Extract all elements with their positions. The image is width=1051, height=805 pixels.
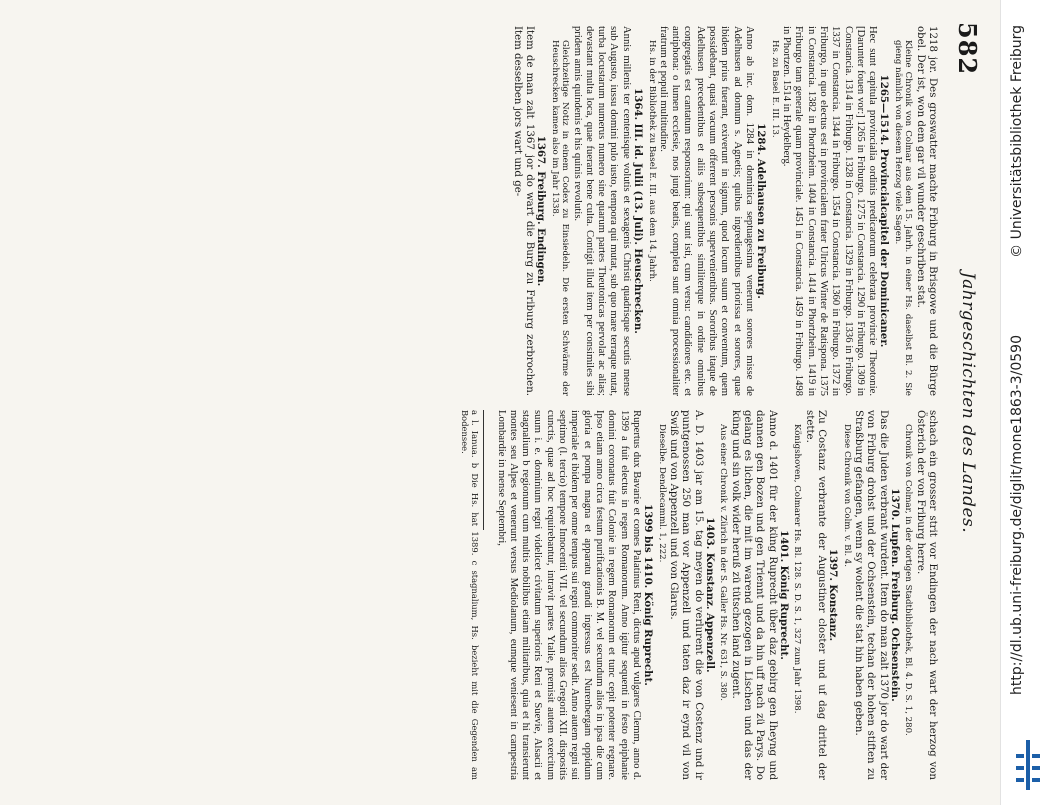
body-text: Das die Juden verbrant wurdent. Item do man zalt 1370 jor do wart der von Friburg drohst und der Ochsenstein, techan der hohen stiften zu Straßburg gefangen, wenn sy wolent die stat hin haben geben. xyxy=(853,410,889,780)
source-note: Gleichzeitige Notiz in einem Codex zu Einsiedeln. Die ersten Schwärme der Heuschrecken kamen also im Jahr 1338. xyxy=(549,40,571,396)
source-note: Kleine Chronik von Colmar aus dem 15. Jahrh. in einer Hs. daselbst Bl. 2. Sie gieng nämlich von diesem Herzog viele Sagen. xyxy=(892,40,914,396)
latin-text: Hec sunt capitula provincialia ordinis predicatorum celebrata provincie Theotonie. [Darunter fouen vor:] 1265 in Friburgo. 1275 in Constancia. 1290 in Friburgo. 1309 in Constancia. 1314 in Friburgo. 1328 in Constancia. 1329 in Friburgo. 1336 in Friburgo. 1337 in Constancia. 1344 in Friburgo. 1354 in Constancia. 1360 in Friburgo. 1372 in Friburgo, in quo electus est in provincialem frater Ulricus Winter de Ratispona. 1375 in Constancia. 1382 in Phortzheim. 1404 in Constancia. 1414 in Phortzheim. 1419 in Friburgo tam generale quam provinciale. 1451 in Constancia. 1459 in Friburgo. 1498 in Phortzen. 1514 in Heydelberg. xyxy=(781,26,879,396)
left-column xyxy=(510,26,938,396)
latin-text: Annis millenis ter centenisque volutis et sexagenis Christi quadrisque secutis mense sub Augusto, iussu domini pulo iusto, tempora qui mutat, sub quo mare terraque nutat, turba locustarum numerus numero sine quarum partes Theutonicas pervolat ac alias; devastant multa loca, quae fuerant bene culta. Contigit illud item per consimiles sibi pridem annis quindenis et his quinis revolutis. xyxy=(571,26,632,396)
ub-freiburg-logo-icon xyxy=(1016,740,1040,790)
source-note: Hs. zu Basel E. III. 13. xyxy=(769,40,780,138)
entry-heading: 1265—1514. Provincialcapitel der Dominicaner. xyxy=(878,74,891,348)
source-note: Königshoven, Colmarer Hs. Bl. 128. S. D. S. 1, 327 zum Jahr 1398. xyxy=(792,424,803,714)
body-text: A. D. 1403 jar am 15. tag meyen do verlurent die von Costenz und ir puntgenossen 250 man vor Appenzell und taten daz ir eynd vil von Swiß und von Appenzell und von Glarus. xyxy=(667,410,704,780)
page-header xyxy=(948,22,982,783)
right-column xyxy=(460,410,938,780)
source-note: Diese Chronik von Colm. v. Bl. 4. xyxy=(841,424,852,567)
entry-heading: 1284. Adelhausen zu Freiburg. xyxy=(755,123,768,299)
entry-heading: 1401. König Ruprecht. xyxy=(777,530,790,660)
entry-heading: 1367. Freiburg. Endingen. xyxy=(535,135,548,287)
body-text: Item de man zalt 1367 jor do wart die Burg zu Friburg zerbrochen. Item desselben jors wart und ge- xyxy=(511,26,535,396)
side-strip xyxy=(1000,0,1051,805)
entry-heading: 1397. Konstanz. xyxy=(827,548,840,642)
body-text: schach ein grosser strit vor Endingen der nach wart der herzog von Österich der von Friburg herre. xyxy=(914,410,938,780)
footnote: a l. Ianua. b Die Hs. hat 1389. c stagnalium, Hs. bezieht mit die Gegenden am Bodensee. xyxy=(460,410,481,780)
source-note: Hs. in der Bibliothek zu Basel E. III. aus dem 14. Jahrh. xyxy=(646,40,657,282)
source-note: Aus einer Chronik v. Zürich in der S. Galler Hs. Nr. 631, S. 380. xyxy=(718,424,729,701)
latin-text: Rupertus dux Bavarie et comes Palatinus Reni, dictus apud vulgares Clemm, anno d. 1399 a fuit electus in regem Romanorum. Anno igitur sequenti in festo epiphanie domini coronatus fuit Colonie in regem Romanorum et tunc cepit potenter regnare. Ipso etiam anno circa festum purificationis B. M. vel secundum alios in ipsa die cum gloria et pompa magna et apparatu grandi ingressus est Nurenbergam oppidum imperiale et ibidem per omne tempus sui regni commoriter sedit. Anno autem regni sui septimo (l. tercio) tempore Innocentii VII. vel secundum alios Gregorii XII. dispositis cunctis, quae ad hoc requirebantur, intravit partes Ytalie, premisit autem exercitum suum i. e. dominium regni videlicet civitatum superioris Reni et Suevie, Alsacii et stagnalium b regionum cum multis nobilibus etiam militaribus, quia et hi transierunt montes seu Alpes et venerunt versus Mediolanum, eumque veniesent in campestria Lombardie in mense Septembri, xyxy=(495,410,642,780)
footnote-rule xyxy=(483,410,484,530)
body-text: Anno d. 1401 für der küng Ruprecht über daz gebirg gen Iheyng und dannen gen Bozen und gen Triennt und da hin uff nach zü Parys. Do gelang es lichen, die mit im warend gezogen in Lischen und das der küng und sin volk wider heruß zü tütschen land zugent. xyxy=(729,410,778,780)
latin-text: Anno ab inc. dom. 1284 in dominica septuagesima venerunt sorores misse de Adelhusen ad domum s. Agnetis; quibus ingredientibus priorissa et sorores, quae ibidem prius fuerant, exiverunt in signum, quod locum suum et conventum, quem possidebant, quasi vacuum offerrent personis supervenientibus. Sororibus itaque de Adelhusen precedentibus et aliis subsequentibus similiterque in ordine omnibus congregatis est cantatum responsorium: qui sunt isti, cum versu: candidiores etc. et antiphona: o lumen ecclesie, nos jungi beatis, completa sunt omnia processionaliter fratrum et populi multitudine. xyxy=(657,26,755,396)
permalink-url[interactable]: http://dl.ub.uni-freiburg.de/diglit/mone1863-3/0590 xyxy=(1009,335,1025,695)
running-head: Jahrgeschichten des Landes. xyxy=(958,271,978,534)
source-note: Chronik von Colmar, in der dortigen Stadtbibliothek, Bl. 4. D. S. 1, 280. xyxy=(903,424,914,736)
entry-heading: 1370. Lupfen. Freiburg. Ochsenstein. xyxy=(888,488,901,702)
body-text: Zu Costanz verbrante der Augustiner closter und uf dag drittel der stette. xyxy=(803,410,827,780)
entry-heading: 1403. Konstanz. Appenzell. xyxy=(703,517,716,673)
copyright-notice: © Universitätsbibliothek Freiburg xyxy=(1009,25,1025,258)
entry-heading: 1399 bis 1410. König Ruprecht. xyxy=(642,504,655,686)
source-note: Dieselbe. Dendlecamml. 1, 222. xyxy=(656,424,667,563)
entry-heading: 1364. III. id. Julii (13. Juli). Heuschrecken. xyxy=(632,88,645,334)
page-number: 582 xyxy=(953,22,982,76)
body-text: 1218 jor. Des groswatter machte Friburg in Brisgowe und die Bürge obel. Der ist, won dem gar vil wunder geschriben stat. xyxy=(914,26,938,396)
